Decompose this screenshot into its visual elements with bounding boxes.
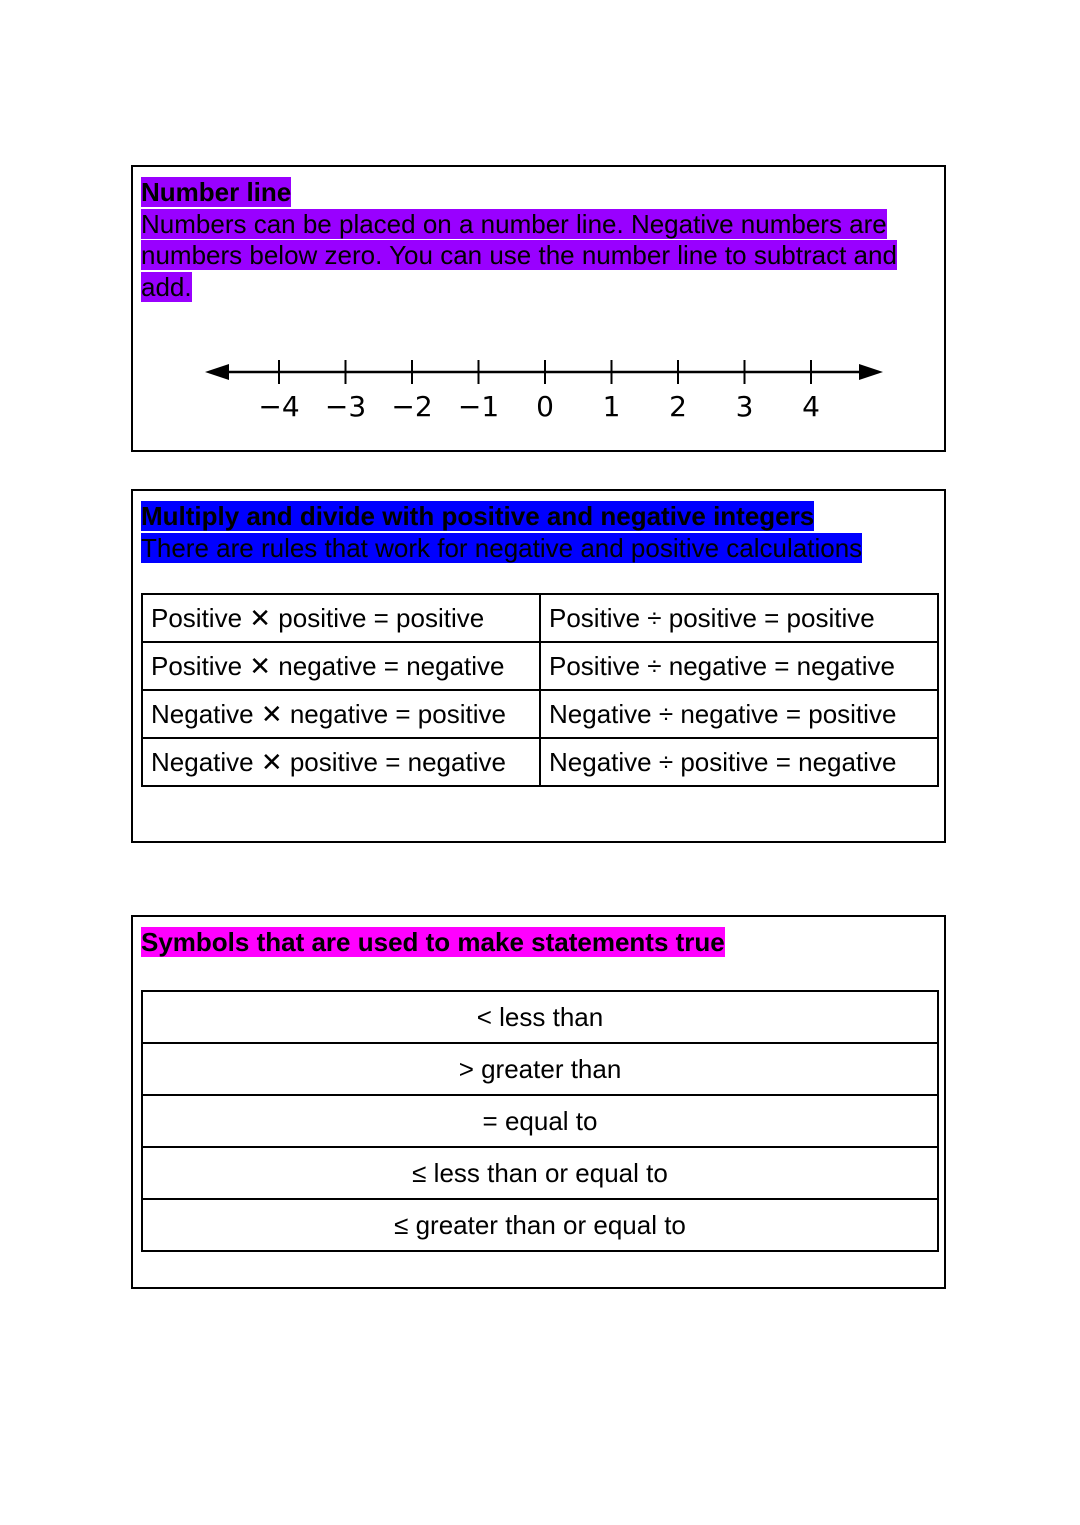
divide-rule-cell: Negative ÷ positive = negative — [540, 738, 938, 786]
integer-rules-table — [141, 593, 939, 787]
integer-rules-text-block — [141, 501, 941, 564]
tick-label: −4 — [258, 390, 300, 423]
symbol-cell: < less than — [142, 991, 938, 1043]
table-row — [142, 642, 938, 690]
divide-rule-cell: Positive ÷ positive = positive — [540, 594, 938, 642]
divide-rule-cell: Positive ÷ negative = negative — [540, 642, 938, 690]
multiply-rule-cell: Positive ✕ positive = positive — [142, 594, 540, 642]
table-row — [142, 690, 938, 738]
tick-label: −3 — [324, 390, 367, 423]
symbol-cell: = equal to — [142, 1095, 938, 1147]
table-row — [142, 1199, 938, 1251]
tick-label: −1 — [457, 390, 500, 423]
multiply-rule-cell: Negative ✕ positive = negative — [142, 738, 540, 786]
symbol-cell: ≤ greater than or equal to — [142, 1199, 938, 1251]
table-row — [142, 1147, 938, 1199]
tick-label: 1 — [602, 390, 621, 423]
multiply-rule-cell: Negative ✕ negative = positive — [142, 690, 540, 738]
symbols-text-block — [141, 927, 725, 959]
number-line-card — [131, 165, 946, 452]
number-line-description: Numbers can be placed on a number line. Negative numbers are numbers below zero. You can use the number line to subtract and add. — [141, 208, 897, 302]
number-line-title: Number line — [141, 177, 292, 207]
tick-label: 0 — [536, 390, 554, 423]
tick-label: 2 — [669, 390, 687, 423]
tick-label: 4 — [802, 390, 820, 423]
right-arrow-icon — [859, 364, 883, 380]
tick-label: −2 — [391, 390, 433, 423]
tick-label: 3 — [735, 390, 754, 423]
divide-rule-cell: Negative ÷ negative = positive — [540, 690, 938, 738]
integer-rules-card — [131, 489, 946, 843]
symbols-table — [141, 990, 939, 1252]
table-row — [142, 991, 938, 1043]
table-row — [142, 594, 938, 642]
symbol-cell: > greater than — [142, 1043, 938, 1095]
integer-rules-title: Multiply and divide with positive and negative integers — [141, 501, 815, 531]
table-row — [142, 738, 938, 786]
symbols-card — [131, 915, 946, 1289]
number-line-diagram — [133, 167, 944, 450]
number-line-ticks — [258, 360, 820, 423]
multiply-rule-cell: Positive ✕ negative = negative — [142, 642, 540, 690]
symbol-cell: ≤ less than or equal to — [142, 1147, 938, 1199]
table-row — [142, 1095, 938, 1147]
integer-rules-subtitle: There are rules that work for negative and positive calculations — [141, 532, 863, 563]
left-arrow-icon — [205, 364, 229, 380]
table-row — [142, 1043, 938, 1095]
symbols-title: Symbols that are used to make statements true — [141, 927, 725, 957]
